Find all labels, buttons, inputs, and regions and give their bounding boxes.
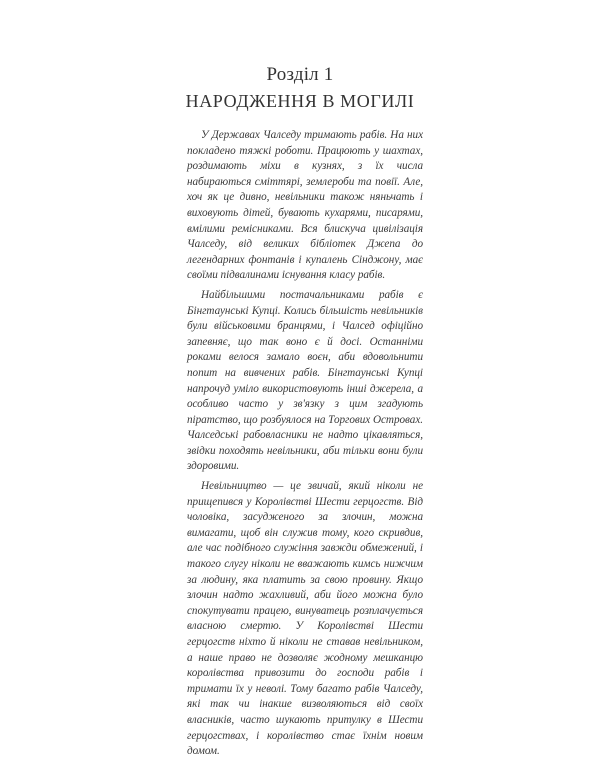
paragraph: Невільництво — це звичай, який ніколи не прищепився у Королівстві Шести герцогств. Від чоловіка, засудженого за злочин, можна вимагати, щоб він служив тому, кого скривдив, але час подібного служіння завжди обмежений, і такого слугу ніколи не вважають кимсь нижчим за людину, яка платить за свою провину. Якщо злочин надто жахливий, аби його можна було спокутувати працею, винуватець розплачується власною смертю. У Королівстві Шести герцогств ніхто й ніколи не ставав невільником, а наше право не дозволяє жодному мешканцю королівства привозити до господи рабів і тримати їх у неволі. Тому багато рабів Чалседу, які так чи інакше визволяються від своїх власників, часто шукають притулку в Шести герцогствах, і королівство стає їхнім новим домом.	[187, 480, 423, 758]
chapter-label: Розділ 1	[266, 64, 334, 85]
paragraph: Найбільшими постачальниками рабів є Бінгтаунські Купці. Колись більшість невільників були військовими бранцями, і Чалсед офіційно запевняє, що так воно є й досі. Останніми роками велося замало воєн, аби вдовольнити попит на вивчених рабів. Бінгтаунські Купці напрочуд уміло використовують інші джерела, а особливо часто у зв'язку з цим згадують піратство, що розбуялося на Торгових Островах. Чалседські рабовласники не надто цікавляться, звідки походять невільники, аби тільки вони були здоровими.	[187, 288, 423, 473]
chapter-body	[187, 128, 423, 764]
chapter-title: НАРОДЖЕННЯ В МОГИЛІ	[185, 91, 415, 111]
paragraph: У Державах Чалседу тримають рабів. На них покладено тяжкі роботи. Працюють у шахтах, роздимають міхи в кузнях, з їх числа набираються сміттярі, землероби та повії. Але, хоч як це дивно, невільники також няньчать і виховують дітей, бувають кухарями, писарями, вмілими ремісниками. Вся блискуча цивілізація Чалседу, від великих бібліотек Джепа до легендарних фонтанів і купалень Сінджону, має своїми підвалинами існування класу рабів.	[187, 129, 423, 282]
